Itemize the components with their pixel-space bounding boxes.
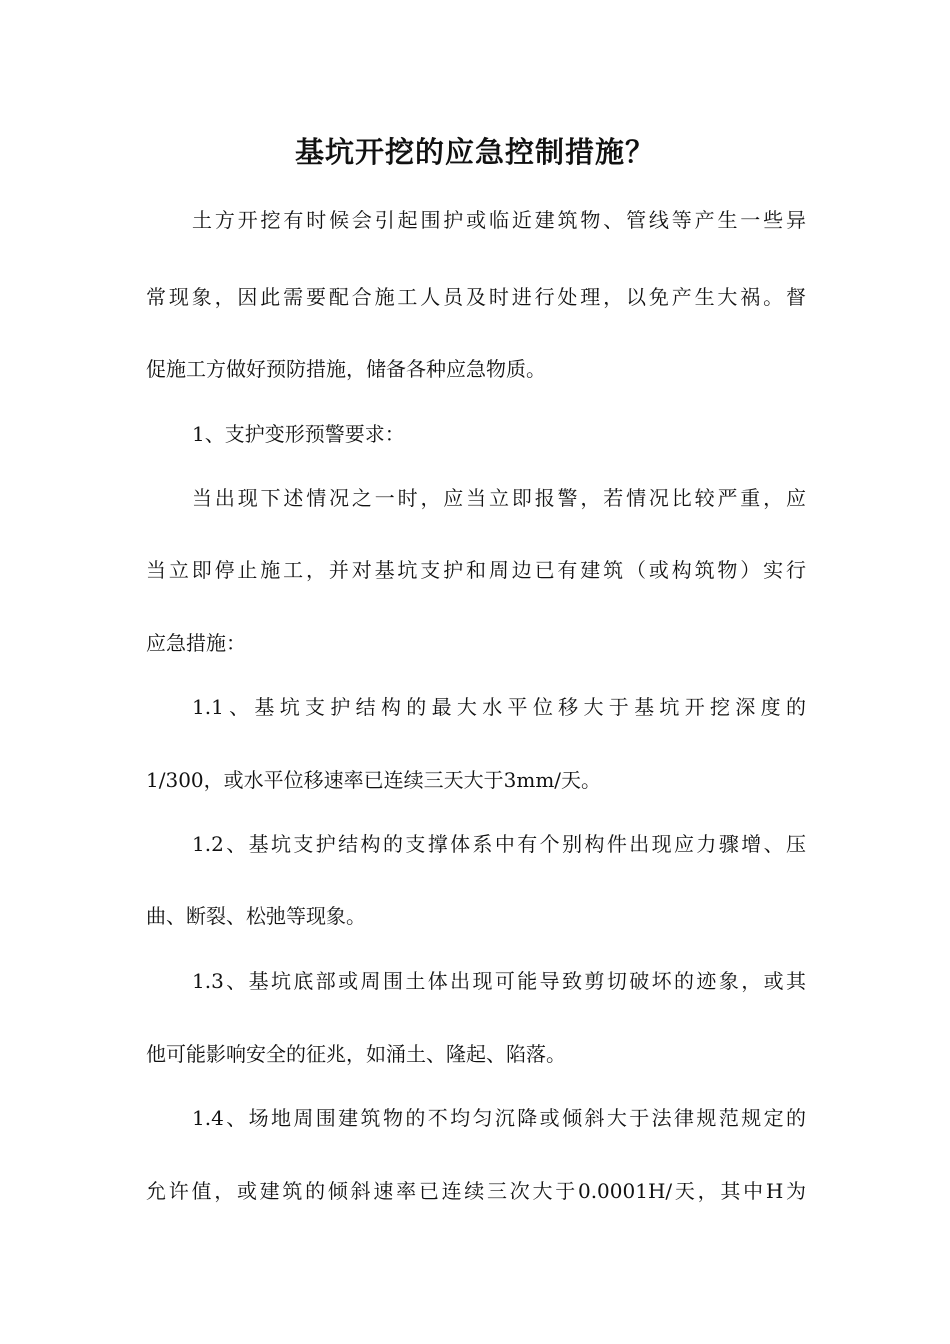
list-item-line: 1.2、基坑支护结构的支撑体系中有个别构件出现应力骤增、压 bbox=[192, 832, 806, 856]
list-item-line: 他可能影响安全的征兆，如涌土、隆起、陷落。 bbox=[146, 1042, 566, 1066]
list-item-line: 1.1、基坑支护结构的最大水平位移大于基坑开挖深度的 bbox=[192, 695, 806, 719]
paragraph-line: 土方开挖有时候会引起围护或临近建筑物、管线等产生一些异 bbox=[192, 208, 806, 232]
paragraph-line: 当出现下述情况之一时，应当立即报警，若情况比较严重，应 bbox=[192, 486, 806, 510]
paragraph-line: 当立即停止施工，并对基坑支护和周边已有建筑（或构筑物）实行 bbox=[146, 558, 806, 582]
paragraph-line: 促施工方做好预防措施，储备各种应急物质。 bbox=[146, 357, 546, 381]
list-item-line: 曲、断裂、松弛等现象。 bbox=[146, 904, 366, 928]
list-item-line: 1.3、基坑底部或周围土体出现可能导致剪切破坏的迹象，或其 bbox=[192, 969, 806, 993]
paragraph-line: 常现象，因此需要配合施工人员及时进行处理，以免产生大祸。督 bbox=[146, 285, 806, 309]
paragraph-line: 应急措施： bbox=[146, 631, 246, 655]
section-heading: 1、支护变形预警要求： bbox=[192, 422, 405, 446]
list-item-line: 允许值，或建筑的倾斜速率已连续三次大于0.0001H/天，其中H为 bbox=[146, 1179, 806, 1203]
document-title: 基坑开挖的应急控制措施？ bbox=[294, 135, 655, 169]
list-item-line: 1.4、场地周围建筑物的不均匀沉降或倾斜大于法律规范规定的 bbox=[192, 1106, 806, 1130]
list-item-line: 1/300，或水平位移速率已连续三天大于3mm/天。 bbox=[146, 768, 602, 792]
